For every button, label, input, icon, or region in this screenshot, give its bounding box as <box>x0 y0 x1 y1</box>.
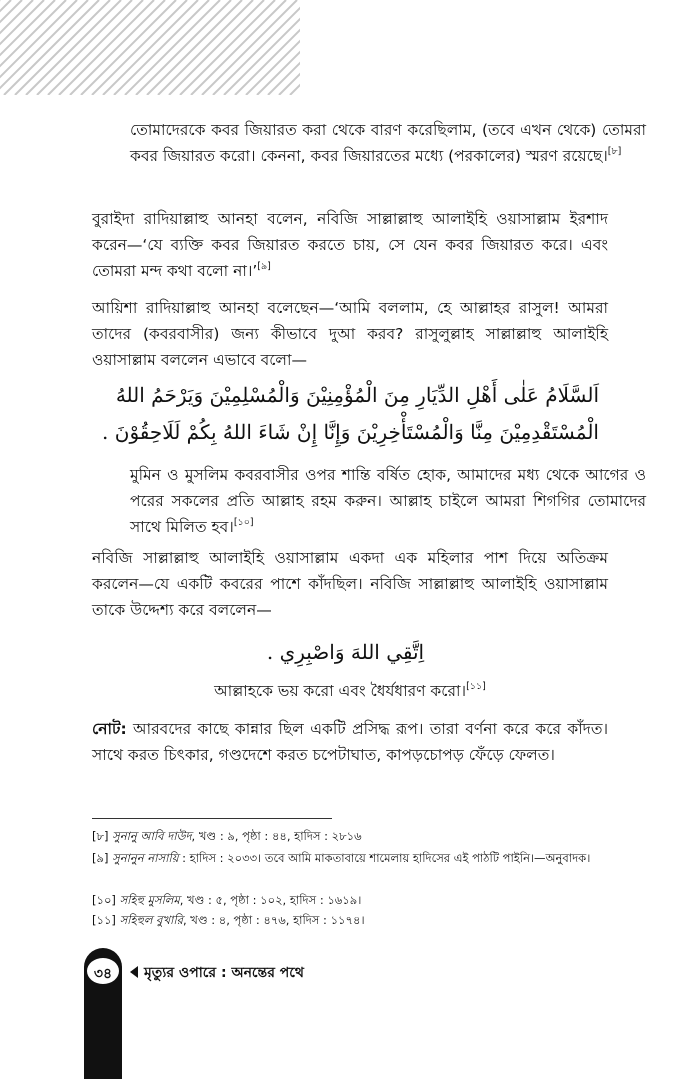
triangle-left-icon <box>130 966 138 978</box>
footnote-details: , খণ্ড : ৪, পৃষ্ঠা : ৪৭৬, হাদিস : ১১৭৪। <box>182 913 365 927</box>
arabic-dua-line-1: اَلسَّلَامُ عَلٰى أَهْلِ الدِّيَارِ مِنَ الْمُؤْمِنِيْنَ وَالْمُسْلِمِيْنَ وَيَرْحَمُ اللهُ <box>115 383 599 407</box>
footnote-ref-9: [৯] <box>257 261 271 272</box>
note-text: আরবদের কাছে কান্নার ছিল একটি প্রসিদ্ধ রূপ। তারা বর্ণনা করে করে কাঁদত। সাথে করত চিৎকার, গণ্ডদেশে করত চপেটাঘাত, কাপড়চোপড় ফেঁড়ে ফেলত। <box>92 720 608 764</box>
paragraph-woman <box>92 545 608 623</box>
footnote-source-title: সুনানু আবি দাউদ <box>112 829 192 843</box>
footnote-ref-10: [১০] <box>233 517 254 528</box>
quote-paragraph-1 <box>92 117 646 169</box>
footnote-number: [১০] <box>92 893 116 907</box>
footnote-details: : হাদিস : ২০৩৩। তবে আমি মাকতাবায়ে শামেলায় হাদিসের এই পাঠটি পাইনি।—অনুবাদক। <box>178 851 591 865</box>
running-title <box>130 961 304 985</box>
footnote-number: [৯] <box>92 851 109 865</box>
dua-translation <box>92 462 646 540</box>
footnote-11 <box>92 910 608 930</box>
running-title-text: মৃত্যুর ওপারে : অনন্তের পথে <box>144 965 304 981</box>
footnote-ref-8: [৮] <box>607 146 622 157</box>
footnote-number: [৮] <box>92 829 109 843</box>
footnote-source-title: সুনানুন নাসায়ি <box>112 851 179 865</box>
woman-text: নবিজি সাল্লাল্লাহু আলাইহি ওয়াসাল্লাম একদা এক মহিলার পাশ দিয়ে অতিক্রম করলেন—যে একটি কবরের পাশে কাঁদছিল। নবিজি সাল্লাল্লাহু আলাইহি ওয়াসাল্লাম তাকে উদ্দেশ্য করে বললেন— <box>92 549 608 619</box>
footnote-9 <box>92 848 608 868</box>
page-number: ৩৪ <box>84 955 122 987</box>
arabic-dua-line-2: الْمُسْتَقْدِمِيْنَ مِنَّا وَالْمُسْتَأْخِرِيْنَ وَإِنَّا إِنْ شَاءَ اللهُ بِكُمْ لَلَاحِقُوْنَ . <box>102 420 599 444</box>
footnote-8 <box>92 826 608 846</box>
buraida-text: বুরাইদা রাদিয়াল্লাহু আনহা বলেন, নবিজি সাল্লাল্লাহু আলাইহি ওয়াসাল্লাম ইরশাদ করেন—‘যে ব্যক্তি কবর জিয়ারত করতে চায়, সে যেন কবর জিয়ারত করে। এবং তোমরা মন্দ কথা বলো না।’ <box>92 210 608 280</box>
quote-text-1: তোমাদেরকে কবর জিয়ারত করা থেকে বারণ করেছিলাম, (তবে এখন থেকে) তোমরা কবর জিয়ারত করো। কেননা, কবর জিয়ারতের মধ্যে (পরকালের) স্মরণ রয়েছে। <box>130 121 646 165</box>
footnote-number: [১১] <box>92 913 116 927</box>
arabic-ittaqi: اِتَّقِي اللهَ وَاصْبِرِي . <box>266 640 425 664</box>
decorative-stripes <box>0 0 300 95</box>
footnote-source-title: সহিহু মুসলিম <box>119 893 180 907</box>
ittaqi-translation <box>92 678 608 704</box>
note-paragraph <box>92 716 608 768</box>
footnote-details: , খণ্ড : ৯, পৃষ্ঠা : ৪৪, হাদিস : ২৮১৬ <box>191 829 362 843</box>
note-label: নোট: <box>92 720 127 738</box>
dua-translation-text: মুমিন ও মুসলিম কবরবাসীর ওপর শান্তি বর্ষিত হোক, আমাদের মধ্য থেকে আগের ও পরের সকলের প্রতি আল্লাহ রহম করুন। আল্লাহ চাইলে আমরা শিগগির তোমাদের সাথে মিলিত হব। <box>130 466 646 536</box>
footnote-divider <box>92 818 332 819</box>
footnote-ref-11: [১১] <box>466 681 486 692</box>
paragraph-buraida <box>92 206 608 284</box>
footnote-source-title: সহিহুল বুখারি <box>119 913 183 927</box>
ittaqi-translation-text: আল্লাহকে ভয় করো এবং ধৈর্যধারণ করো। <box>214 682 467 700</box>
aisha-text: আয়িশা রাদিয়াল্লাহু আনহা বলেছেন—‘আমি বললাম, হে আল্লাহর রাসুল! আমরা তাদের (কবরবাসীর) জন্য কীভাবে দুআ করব? রাসুলুল্লাহ সাল্লাল্লাহু আলাইহি ওয়াসাল্লাম বললেন এভাবে বলো— <box>92 299 608 369</box>
footnote-details: , খণ্ড : ৫, পৃষ্ঠা : ১০২, হাদিস : ১৬১৯। <box>179 893 362 907</box>
paragraph-aisha <box>92 295 608 373</box>
footnote-10 <box>92 890 608 910</box>
